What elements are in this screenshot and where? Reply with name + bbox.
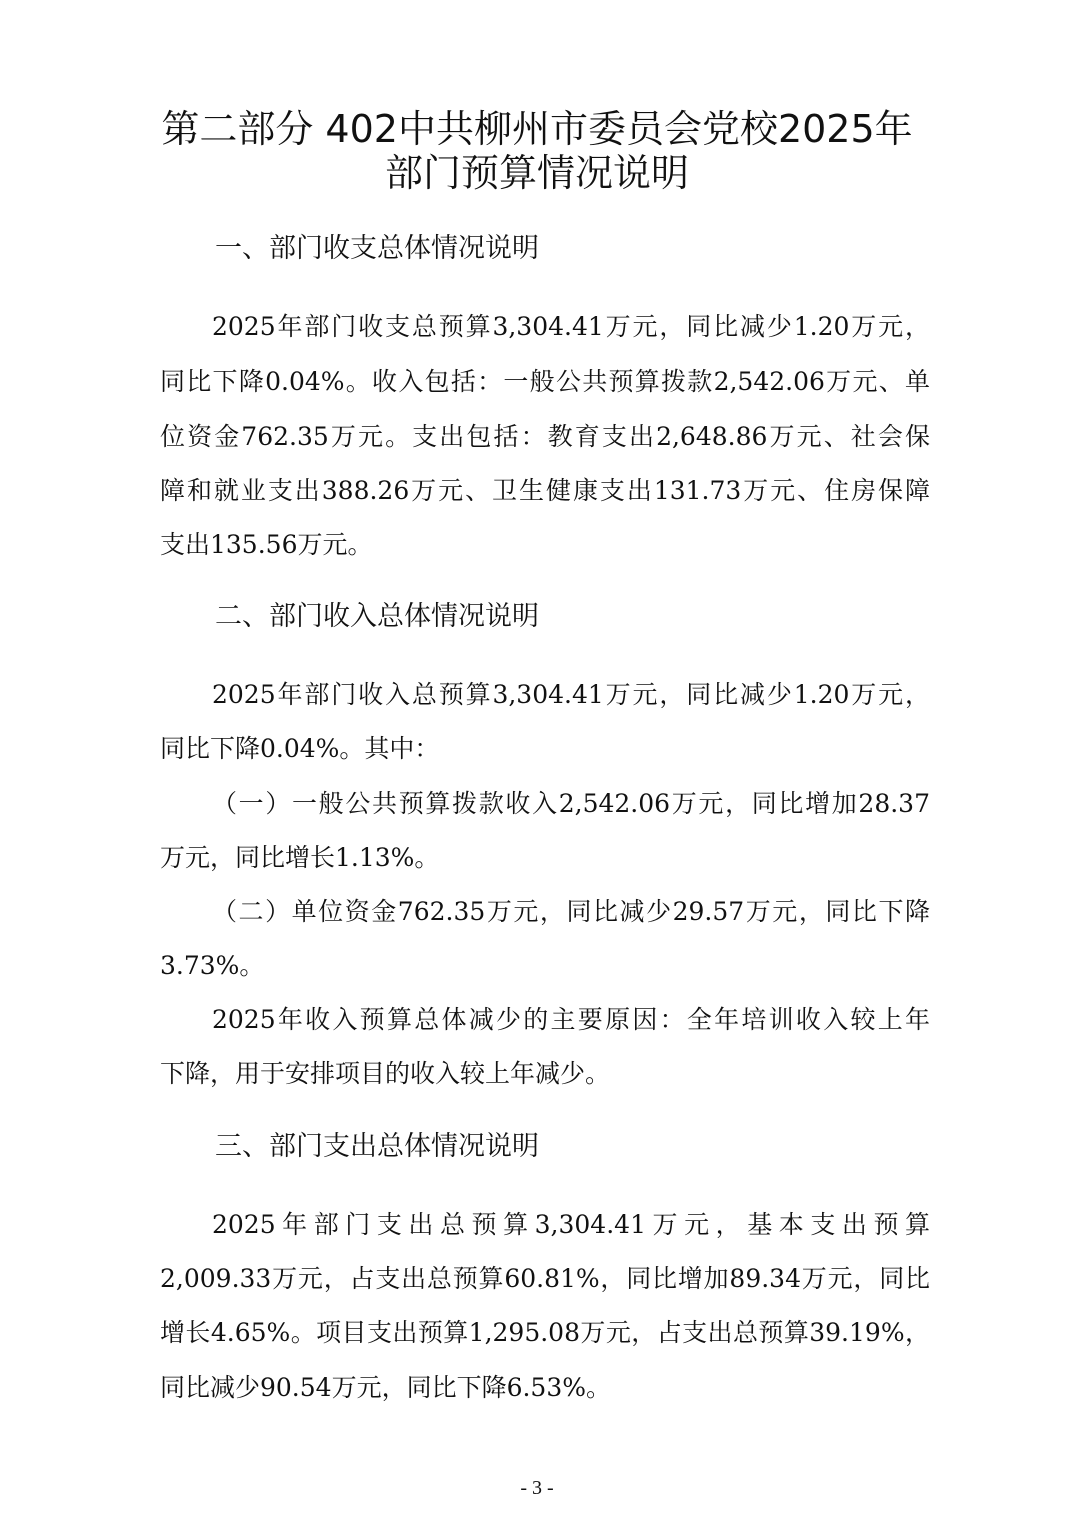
page-number: - 3 - xyxy=(520,1477,554,1499)
paragraph-line: 增长4.65%。项目支出预算1,295.08万元，占支出总预算39.19%， xyxy=(160,1318,930,1347)
section-heading-expenditure: 三、部门支出总体情况说明 xyxy=(215,1131,539,1162)
paragraph-line: 支出135.56万元。 xyxy=(160,530,373,559)
paragraph-line: 2,009.33万元，占支出总预算60.81%，同比增加89.34万元，同比 xyxy=(160,1264,930,1293)
section-heading-income: 二、部门收入总体情况说明 xyxy=(215,601,539,632)
paragraph-line: 同比下降0.04%。收入包括：一般公共预算拨款2,542.06万元、单 xyxy=(160,367,930,396)
paragraph-line: 2025年部门收支总预算3,304.41万元，同比减少1.20万元， xyxy=(212,312,930,341)
paragraph-line: 2025年收入预算总体减少的主要原因：全年培训收入较上年 xyxy=(212,1005,930,1034)
paragraph-line: 同比减少90.54万元，同比下降6.53%。 xyxy=(160,1373,611,1402)
paragraph-line: 万元，同比增长1.13%。 xyxy=(160,843,440,872)
paragraph-line: 2025年部门支出总预算3,304.41万元，基本支出预算 xyxy=(212,1210,930,1239)
paragraph-line: 位资金762.35万元。支出包括：教育支出2,648.86万元、社会保 xyxy=(160,422,930,451)
paragraph-line: 下降，用于安排项目的收入较上年减少。 xyxy=(160,1059,611,1088)
document-title-line-2: 部门预算情况说明 xyxy=(384,151,689,195)
paragraph-line: 2025年部门收入总预算3,304.41万元，同比减少1.20万元， xyxy=(212,680,930,709)
section-heading-income-expenditure: 一、部门收支总体情况说明 xyxy=(215,233,539,264)
paragraph-line: （二）单位资金762.35万元，同比减少29.57万元，同比下降 xyxy=(212,897,930,926)
paragraph-line: 障和就业支出388.26万元、卫生健康支出131.73万元、住房保障 xyxy=(160,476,930,505)
paragraph-line: （一）一般公共预算拨款收入2,542.06万元，同比增加28.37 xyxy=(212,789,930,818)
paragraph-line: 3.73%。 xyxy=(160,951,265,980)
document-title-line-1: 第二部分 402中共柳州市委员会党校2025年 xyxy=(161,107,913,151)
paragraph-line: 同比下降0.04%。其中： xyxy=(160,734,440,763)
